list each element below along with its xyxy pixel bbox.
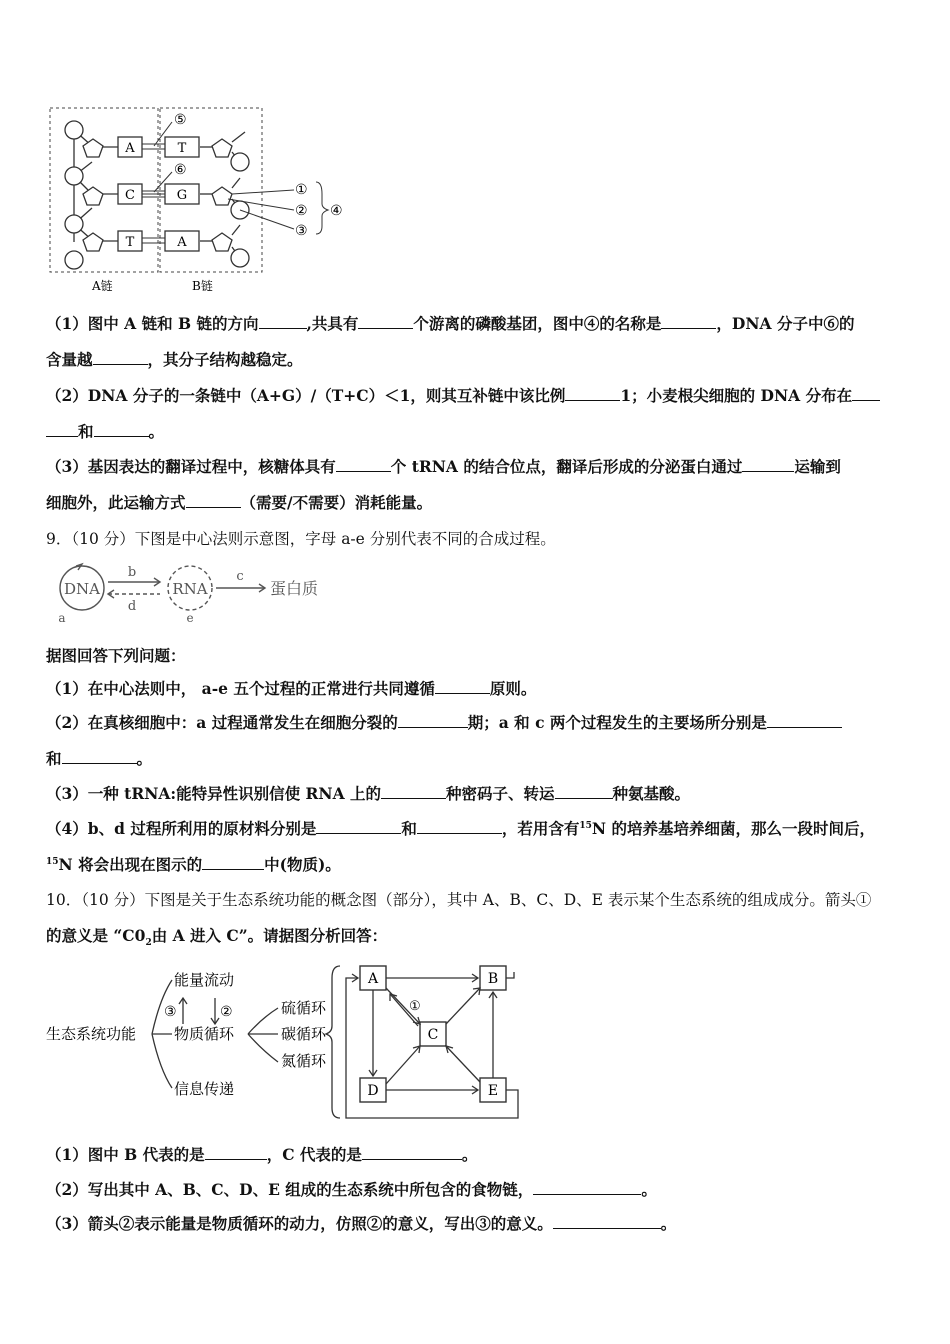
material-cycle-label: 物质循环 — [174, 1025, 235, 1043]
answer-blank[interactable] — [555, 784, 613, 799]
energy-flow-label: 能量流动 — [174, 971, 235, 989]
q8-part2: （2）DNA 分子的一条链中（A+G）/（T+C）＜1，则其互补链中该比例 1；小麦根尖细胞的 DNA 分布在 — [46, 384, 880, 406]
mark-6: ⑥ — [174, 162, 187, 178]
answer-blank[interactable] — [205, 1145, 267, 1160]
node-c: C — [427, 1027, 439, 1043]
mark-2: ② — [295, 203, 308, 219]
answer-blank[interactable] — [93, 350, 148, 365]
arrow2-label: ② — [220, 1004, 233, 1020]
carbon-cycle-label: 碳循环 — [281, 1025, 327, 1043]
q8-part1: （1）图中 A 链和 B 链的方向 ,共具有 个游离的磷酸基团，图中④的名称是 ，DNA 分子中⑥的 — [46, 314, 855, 333]
mark-4: ④ — [330, 203, 343, 219]
answer-blank[interactable] — [202, 855, 264, 870]
q10-part3: （3）箭头②表示能量是物质循环的动力，仿照②的意义，写出③的意义。 。 — [46, 1214, 677, 1233]
q10-title: 10．（10 分）下图是关于生态系统功能的概念图（部分），其中 A、B、C、D、E 表示某个生态系统的组成成分。箭头① — [46, 891, 872, 909]
dna-structure-figure — [40, 102, 360, 297]
label-c: c — [236, 569, 244, 584]
answer-blank[interactable] — [186, 493, 241, 508]
base-b2: G — [176, 188, 188, 203]
q9-lead: 据图回答下列问题： — [46, 646, 186, 665]
answer-blank[interactable] — [358, 314, 413, 329]
answer-blank[interactable] — [533, 1180, 641, 1195]
q10-part2: （2）写出其中 A、B、C、D、E 组成的生态系统中所包含的食物链， 。 — [46, 1180, 657, 1199]
arrow3-label: ③ — [164, 1004, 177, 1020]
q8-part3-cont: 细胞外，此运输方式 （需要/不需要）消耗能量。 — [46, 493, 433, 512]
q8-part1-cont: 含量越 ，其分子结构越稳定。 — [46, 350, 303, 369]
q10-part1: （1）图中 B 代表的是 ，C 代表的是 。 — [46, 1145, 478, 1164]
mark-5: ⑤ — [174, 112, 187, 128]
arrow1-label: ① — [409, 999, 421, 1014]
node-b: B — [487, 971, 499, 987]
label-e: e — [186, 611, 194, 625]
ecosystem-concept-figure — [40, 958, 540, 1128]
q9-part2: （2）在真核细胞中：a 过程通常发生在细胞分裂的 期；a 和 c 两个过程发生的主要场所分别是 — [46, 711, 842, 733]
q9-part4: （4）b、d 过程所利用的原材料分别是 和 ，若用含有$^{15}$N 的培养基培养细菌，那么一段时间后， — [46, 819, 875, 838]
protein-label: 蛋白质 — [270, 579, 319, 598]
q9-part4-cont: $^{15}$N 将会出现在图示的 中(物质)。 — [46, 855, 341, 874]
nitrogen-cycle-label: 氮循环 — [281, 1052, 327, 1070]
answer-blank[interactable] — [553, 1214, 661, 1229]
answer-blank[interactable] — [435, 679, 490, 694]
node-e: E — [487, 1083, 499, 1099]
root-label: 生态系统功能 — [46, 1025, 137, 1043]
q8-part3: （3）基因表达的翻译过程中，核糖体具有 个 tRNA 的结合位点，翻译后形成的分泌蛋白通过 运输到 — [46, 457, 841, 476]
central-dogma-figure — [40, 556, 350, 626]
answer-blank[interactable] — [362, 1145, 462, 1160]
answer-blank[interactable] — [742, 457, 794, 472]
answer-blank[interactable] — [565, 386, 620, 401]
answer-blank[interactable] — [852, 386, 880, 401]
answer-blank[interactable] — [316, 819, 401, 834]
answer-blank[interactable] — [661, 314, 716, 329]
base-a2: C — [125, 188, 135, 203]
answer-blank[interactable] — [767, 713, 842, 728]
chain-a-label: A链 — [92, 279, 113, 293]
answer-blank[interactable] — [336, 457, 391, 472]
label-d: d — [127, 599, 137, 614]
answer-blank[interactable] — [46, 422, 78, 437]
q9-title: 9．（10 分）下图是中心法则示意图，字母 a-e 分别代表不同的合成过程。 — [46, 530, 556, 548]
q10-title-cont: 的意义是 “$C0_2$由 A 进入 C”。请据图分析回答： — [46, 926, 388, 949]
answer-blank[interactable] — [94, 422, 149, 437]
info-transfer-label: 信息传递 — [174, 1080, 235, 1098]
mark-3: ③ — [295, 223, 308, 239]
base-a3: T — [125, 235, 135, 250]
label-a: a — [58, 611, 66, 625]
node-d: D — [367, 1083, 379, 1099]
answer-blank[interactable] — [398, 713, 468, 728]
base-b3: A — [177, 235, 187, 250]
q8-part2-cont: 和 。 — [46, 420, 164, 442]
base-a1: A — [125, 141, 135, 156]
node-a: A — [367, 971, 379, 987]
base-b1: T — [177, 141, 187, 156]
q9-part3: （3）一种 tRNA:能特异性识别信使 RNA 上的 种密码子、转运 种氨基酸。 — [46, 784, 691, 803]
label-b: b — [127, 565, 137, 580]
answer-blank[interactable] — [62, 749, 137, 764]
answer-blank[interactable] — [417, 819, 502, 834]
chain-b-label: B链 — [192, 279, 213, 293]
q9-part1: （1）在中心法则中， a-e 五个过程的正常进行共同遵循 原则。 — [46, 679, 537, 698]
answer-blank[interactable] — [259, 314, 307, 329]
mark-1: ① — [295, 182, 308, 198]
answer-blank[interactable] — [381, 784, 446, 799]
sulfur-cycle-label: 硫循环 — [281, 999, 327, 1017]
dna-label: DNA — [64, 580, 100, 598]
q9-part2-cont: 和 。 — [46, 749, 153, 768]
rna-label: RNA — [172, 580, 208, 598]
